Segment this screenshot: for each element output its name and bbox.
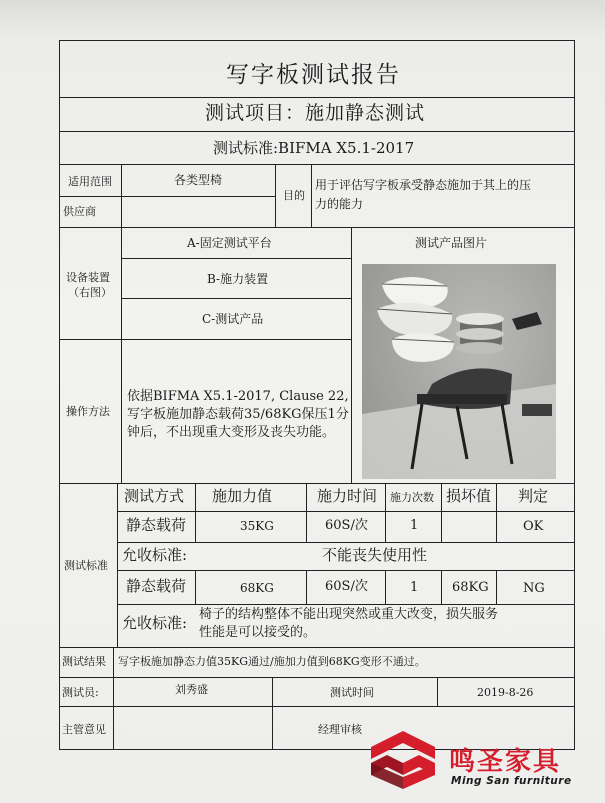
accept1-value: 不能丧失使用性 bbox=[322, 546, 428, 564]
time-value: 2019-8-26 bbox=[477, 686, 534, 699]
row2-verdict: NG bbox=[523, 581, 545, 596]
scope-value: 各类型椅 bbox=[174, 173, 223, 187]
product-photo bbox=[362, 264, 556, 479]
time-label: 测试时间 bbox=[330, 686, 374, 699]
row1-time: 60S/次 bbox=[325, 518, 368, 533]
row1-method: 静态载荷 bbox=[126, 516, 187, 534]
method-line-1: 依据BIFMA X5.1-2017, Clause 22, bbox=[127, 389, 349, 404]
tester-label: 测试员: bbox=[62, 686, 99, 699]
equipment-item-c: C-测试产品 bbox=[202, 312, 264, 326]
row1-count: 1 bbox=[410, 518, 419, 533]
method-line-3: 钟后，不出现重大变形及丧失功能。 bbox=[127, 425, 336, 440]
row2-time: 60S/次 bbox=[325, 579, 368, 594]
supervisor-label: 主管意见 bbox=[62, 723, 106, 736]
header-method: 测试方式 bbox=[124, 487, 185, 505]
tester-value: 刘秀盛 bbox=[175, 683, 208, 696]
header-force: 施加力值 bbox=[212, 487, 273, 505]
accept1-label: 允收标准: bbox=[122, 546, 188, 564]
test-standard: 测试标准:BIFMA X5.1-2017 bbox=[213, 139, 415, 157]
header-count: 施力次数 bbox=[390, 491, 434, 504]
equipment-label: 设备装置 bbox=[66, 271, 110, 284]
photo-title: 测试产品图片 bbox=[415, 236, 488, 250]
accept2-label: 允收标准: bbox=[122, 614, 188, 632]
purpose-label: 目的 bbox=[283, 189, 305, 202]
row2-force: 68KG bbox=[240, 581, 274, 595]
method-label: 操作方法 bbox=[66, 405, 110, 418]
equipment-item-a: A-固定测试平台 bbox=[187, 236, 272, 250]
equipment-item-b: B-施力装置 bbox=[207, 272, 269, 286]
scope-label: 适用范围 bbox=[68, 175, 112, 188]
row2-count: 1 bbox=[410, 580, 419, 595]
row1-force: 35KG bbox=[240, 519, 274, 533]
report-title: 写字板测试报告 bbox=[226, 62, 401, 88]
chair-test-photo bbox=[362, 264, 556, 479]
equipment-label-sub: （右图） bbox=[68, 286, 112, 299]
header-verdict: 判定 bbox=[518, 487, 549, 505]
header-time: 施力时间 bbox=[317, 487, 378, 505]
purpose-line-1: 用于评估写字板承受静态施加于其上的压 bbox=[315, 178, 532, 192]
manager-label: 经理审核 bbox=[318, 723, 362, 736]
result-label: 测试结果 bbox=[62, 655, 106, 668]
row2-method: 静态载荷 bbox=[126, 577, 187, 595]
row2-damage: 68KG bbox=[452, 580, 489, 595]
test-project: 测试项目：施加静态测试 bbox=[205, 102, 426, 124]
accept2-line-2: 性能是可以接受的。 bbox=[199, 625, 317, 640]
method-line-2: 写字板施加静态载荷35/68KG保压1分 bbox=[127, 407, 349, 422]
result-value: 写字板施加静态力值35KG通过/施加力值到68KG变形不通过。 bbox=[118, 655, 426, 668]
accept2-line-1: 椅子的结构整体不能出现突然或重大改变，损失服务 bbox=[199, 607, 499, 622]
row1-verdict: OK bbox=[523, 519, 544, 534]
header-damage: 损坏值 bbox=[446, 487, 492, 505]
brand-logo-icon bbox=[367, 729, 439, 791]
supplier-label: 供应商 bbox=[63, 205, 96, 218]
purpose-line-2: 力的能力 bbox=[315, 197, 364, 211]
test-section-label: 测试标准 bbox=[64, 559, 108, 572]
brand-name-en: Ming San furniture bbox=[451, 775, 572, 787]
brand-name-cn: 鸣圣家具 bbox=[449, 747, 562, 777]
